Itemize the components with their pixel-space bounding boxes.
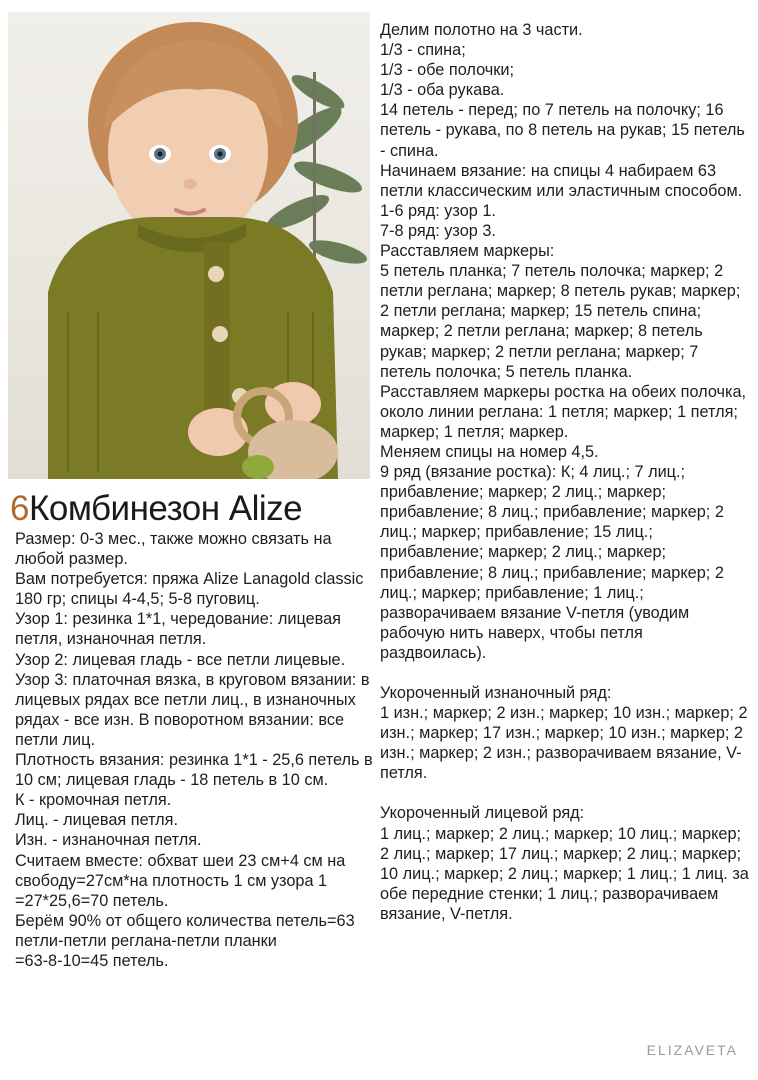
- size-paragraph: Размер: 0-3 мес., также можно связать на любой размер.: [15, 530, 332, 569]
- abbr-purl-stitch: Изн. - изнаночная петля.: [15, 831, 202, 850]
- short-knit-heading: Укороченный лицевой ряд:: [380, 804, 585, 823]
- watermark: ELIZAVETA: [646, 1042, 738, 1058]
- pattern-1-paragraph: Узор 1: резинка 1*1, чередование: лицевая петля, изнаночная петля.: [15, 610, 341, 649]
- growth-markers-paragraph: Расставляем маркеры ростка на обеих полочка, около линии реглана: 1 петля; маркер; 1 петля; маркер; 1 петля; маркер.: [380, 382, 747, 441]
- markers-heading: Расставляем маркеры:: [380, 242, 555, 261]
- short-knit-paragraph: 1 лиц.; маркер; 2 лиц.; маркер; 10 лиц.; маркер; 2 лиц.; маркер; 17 лиц.; маркер; 2 лиц.; маркер; 10 лиц.; маркер; 2 лиц.; маркер; 1 лиц.; 1 лиц. за обе передние стенки; 1 лиц.; разворачиваем вязание, V-петля.: [380, 824, 749, 923]
- right-text-column: [380, 20, 752, 924]
- ninety-percent-paragraph: Берём 90% от общего количества петель=63 петли-петли реглана-петли планки: [15, 911, 355, 950]
- split-fronts: 1/3 - обе полочки;: [380, 61, 514, 80]
- pattern-title: [10, 486, 302, 532]
- rows-7-8: 7-8 ряд: узор 3.: [380, 221, 496, 240]
- gauge-paragraph: Плотность вязания: резинка 1*1 - 25,6 петель в 10 см; лицевая гладь - 18 петель в 10 см.: [15, 751, 373, 790]
- cast-on-paragraph: Начинаем вязание: на спицы 4 набираем 63 петли классическим или эластичным способом.: [380, 161, 743, 200]
- product-photo: [8, 12, 370, 479]
- final-stitch-count: =63-8-10=45 петель.: [15, 951, 169, 970]
- row-9-paragraph: 9 ряд (вязание ростка): К; 4 лиц.; 7 лиц.; прибавление; маркер; 2 лиц.; маркер; прибавление; 8 лиц.; прибавление; маркер; 2 лиц.; маркер; прибавление; 15 лиц.; прибавление; маркер; 2 лиц.; маркер; прибавление; 8 лиц.; прибавление; маркер; 2 лиц.; маркер; прибавление; 1 лиц.; разворачиваем вязание V-петля (уводим рабочую нить наверх, чтобы петля раздвоилась).: [380, 463, 724, 662]
- stitch-distribution: 14 петель - перед; по 7 петель на полочку; 16 петель - рукава, по 8 петель на рукав; 15 петель - спина.: [380, 101, 745, 160]
- materials-paragraph: Вам потребуется: пряжа Alize Lanagold classic 180 гр; спицы 4-4,5; 5-8 пуговиц.: [15, 570, 364, 609]
- pattern-number: 6: [10, 489, 29, 528]
- needle-change: Меняем спицы на номер 4,5.: [380, 442, 599, 461]
- baby-in-knitted-sweater-illustration: [8, 12, 370, 479]
- split-back: 1/3 - спина;: [380, 41, 466, 60]
- pattern-name: Комбинезон Alize: [28, 489, 303, 528]
- short-purl-paragraph: 1 изн.; маркер; 2 изн.; маркер; 10 изн.; маркер; 2 изн.; маркер; 17 изн.; маркер; 10 изн.; маркер; 2 изн.; маркер; 2 изн.; разворачиваем вязание, V-петля.: [380, 704, 748, 783]
- rows-1-6: 1-6 ряд: узор 1.: [380, 201, 496, 220]
- left-text-column: [15, 529, 375, 971]
- pattern-2-paragraph: Узор 2: лицевая гладь - все петли лицевые.: [15, 650, 346, 669]
- abbr-knit-stitch: Лиц. - лицевая петля.: [15, 811, 179, 830]
- markers-paragraph: 5 петель планка; 7 петель полочка; маркер; 2 петли реглана; маркер; 8 петель рукав; маркер; 2 петли реглана; маркер; 15 петель спина; маркер; 2 петли реглана; маркер; 8 петель рукав; маркер; 2 петли реглана; маркер; 7 петель полочка; 5 петель планка.: [380, 262, 741, 381]
- calculation-result: =27*25,6=70 петель.: [15, 891, 169, 910]
- abbr-edge-stitch: К - кромочная петля.: [15, 791, 172, 810]
- pattern-3-paragraph: Узор 3: платочная вязка, в круговом вязании: в лицевых рядах все петли лиц., в изнаночных рядах - все изн. В поворотном вязании: все петли лиц.: [15, 670, 370, 749]
- split-sleeves: 1/3 - оба рукава.: [380, 81, 505, 100]
- split-intro: Делим полотно на 3 части.: [380, 21, 583, 39]
- calculation-paragraph: Считаем вместе: обхват шеи 23 см+4 см на свободу=27см*на плотность 1 см узора 1: [15, 851, 346, 890]
- short-purl-heading: Укороченный изнаночный ряд:: [380, 684, 612, 702]
